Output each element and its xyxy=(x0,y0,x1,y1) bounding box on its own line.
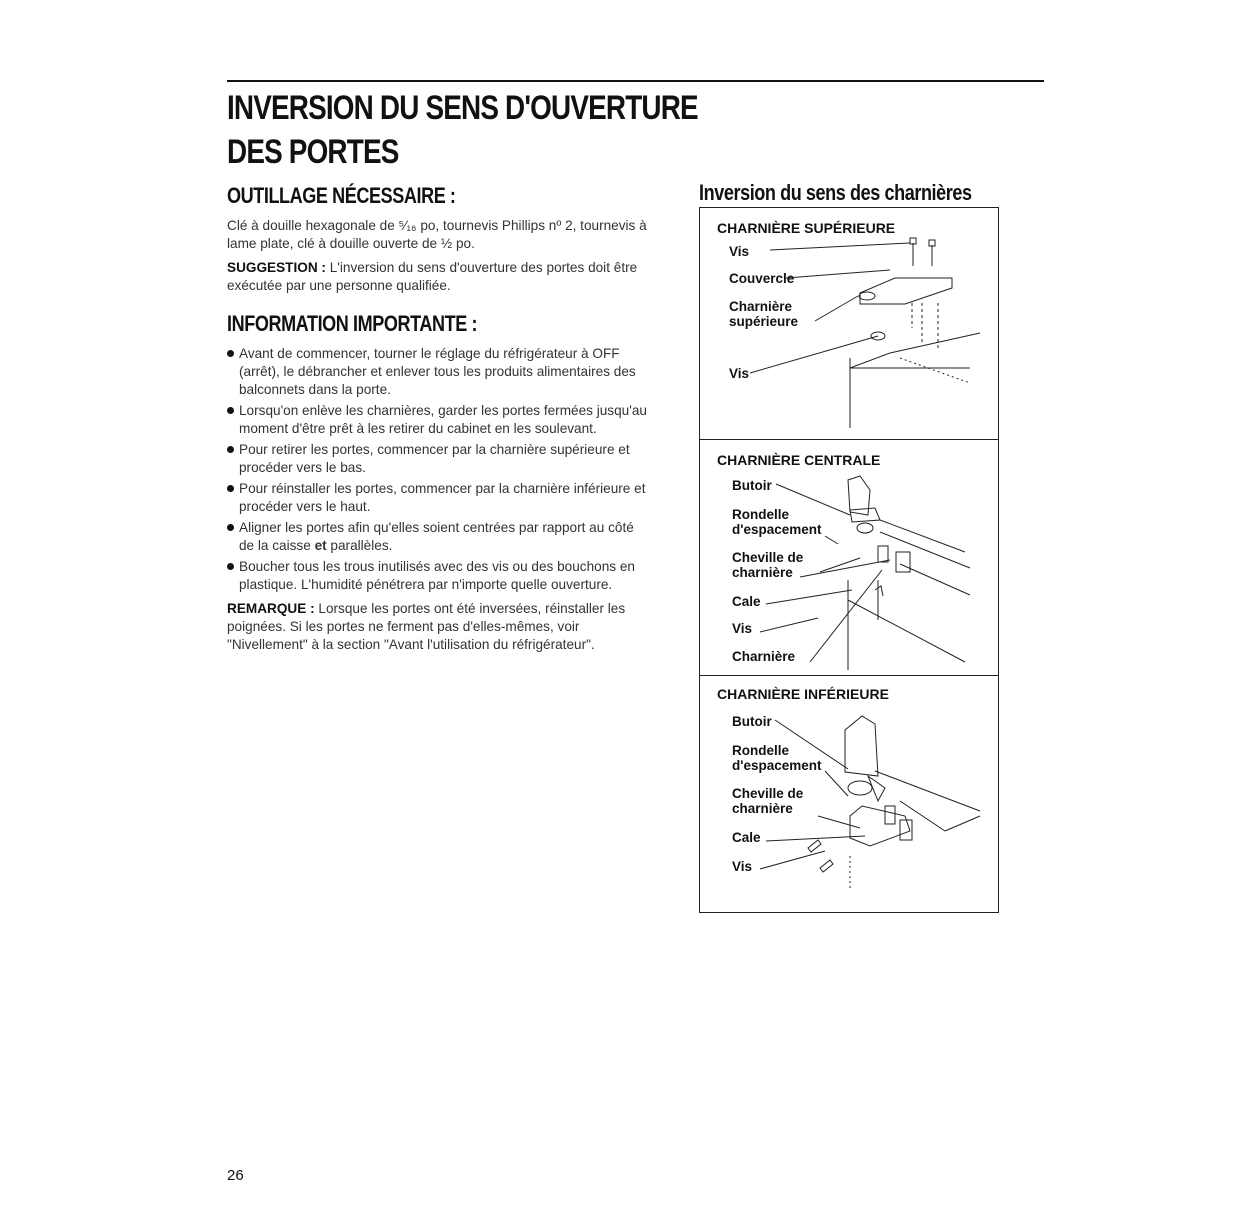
label-espacement-bottom: d'espacement xyxy=(732,758,822,773)
suggestion-label: SUGGESTION : xyxy=(227,260,326,275)
remarque-label: REMARQUE : xyxy=(227,601,315,616)
bullet-icon xyxy=(227,350,234,357)
instructions-column xyxy=(227,183,647,654)
page-title xyxy=(227,86,719,174)
top-rule xyxy=(227,80,1044,82)
label-espacement: d'espacement xyxy=(732,522,822,537)
bottom-hinge-panel xyxy=(700,676,998,912)
label-cheville: Cheville de xyxy=(732,550,804,565)
bullet-icon xyxy=(227,407,234,414)
label-vis-top: Vis xyxy=(729,244,750,259)
label-couvercle: Couvercle xyxy=(729,271,795,286)
page-number: 26 xyxy=(227,1167,244,1184)
important-list xyxy=(227,345,647,594)
label-charniere-pin: charnière xyxy=(732,565,793,580)
label-cale-bottom: Cale xyxy=(732,830,761,845)
suggestion-paragraph xyxy=(227,259,647,295)
tools-text: Clé à douille hexagonale de ⁵⁄₁₆ po, tournevis Phillips nº 2, tournevis à lame plate, clé à douille ouverte de ½ po. xyxy=(227,218,647,251)
page-title-line-2: DES PORTES xyxy=(227,133,399,171)
label-superieure: supérieure xyxy=(729,314,799,329)
label-vis-bottom: Vis xyxy=(729,366,750,381)
page-title-line-1: INVERSION DU SENS D'OUVERTURE xyxy=(227,89,698,127)
list-item: Pour retirer les portes, commencer par la charnière supérieure et procéder vers le bas. xyxy=(227,441,647,477)
bullet-icon xyxy=(227,446,234,453)
bottom-hinge-title: CHARNIÈRE INFÉRIEURE xyxy=(717,686,889,702)
list-item: Avant de commencer, tourner le réglage du réfrigérateur à OFF (arrêt), le débrancher et enlever tous les produits alimentaires des balconnets dans la porte. xyxy=(227,345,647,399)
bullet-icon xyxy=(227,563,234,570)
label-vis-bottom-hinge: Vis xyxy=(732,859,753,874)
label-cale: Cale xyxy=(732,594,761,609)
top-hinge-panel xyxy=(700,208,998,440)
center-hinge-title: CHARNIÈRE CENTRALE xyxy=(717,452,881,468)
tools-heading: OUTILLAGE NÉCESSAIRE : xyxy=(227,183,456,208)
center-hinge-panel xyxy=(700,440,998,676)
suggestion-text: L'inversion du sens d'ouverture des portes doit être exécutée par une personne qualifiée. xyxy=(227,260,638,293)
top-hinge-title: CHARNIÈRE SUPÉRIEURE xyxy=(717,220,896,236)
list-item: Aligner les portes afin qu'elles soient centrées par rapport au côté de la caisse et parallèles. xyxy=(227,519,647,555)
hinge-diagrams xyxy=(699,207,999,913)
label-butoir: Butoir xyxy=(732,478,772,493)
label-cheville-bottom: Cheville de xyxy=(732,786,804,801)
label-butoir-bottom: Butoir xyxy=(732,714,772,729)
remarque-text: Lorsque les portes ont été inversées, réinstaller les poignées. Si les portes ne ferment pas d'elles-mêmes, voir "Nivellement" à la section "Avant l'utilisation du réfrigérateur". xyxy=(227,601,626,652)
important-heading: INFORMATION IMPORTANTE : xyxy=(227,311,478,336)
bullet-icon xyxy=(227,524,234,531)
label-vis: Vis xyxy=(732,621,753,636)
hinges-heading: Inversion du sens des charnières xyxy=(699,180,972,205)
label-charniere-pin-bottom: charnière xyxy=(732,801,793,816)
label-rondelle-bottom: Rondelle xyxy=(732,743,790,758)
list-item: Pour réinstaller les portes, commencer par la charnière inférieure et procéder vers le haut. xyxy=(227,480,647,516)
bullet-icon xyxy=(227,485,234,492)
list-item: Boucher tous les trous inutilisés avec des vis ou des bouchons en plastique. L'humidité pénétrera par n'importe quelle ouverture. xyxy=(227,558,647,594)
label-rondelle: Rondelle xyxy=(732,507,790,522)
label-charniere-center: Charnière xyxy=(732,649,796,664)
remarque-paragraph xyxy=(227,600,647,654)
list-item: Lorsqu'on enlève les charnières, garder les portes fermées jusqu'au moment d'être prêt à les retirer du cabinet en les soulevant. xyxy=(227,402,647,438)
label-charniere: Charnière xyxy=(729,299,793,314)
